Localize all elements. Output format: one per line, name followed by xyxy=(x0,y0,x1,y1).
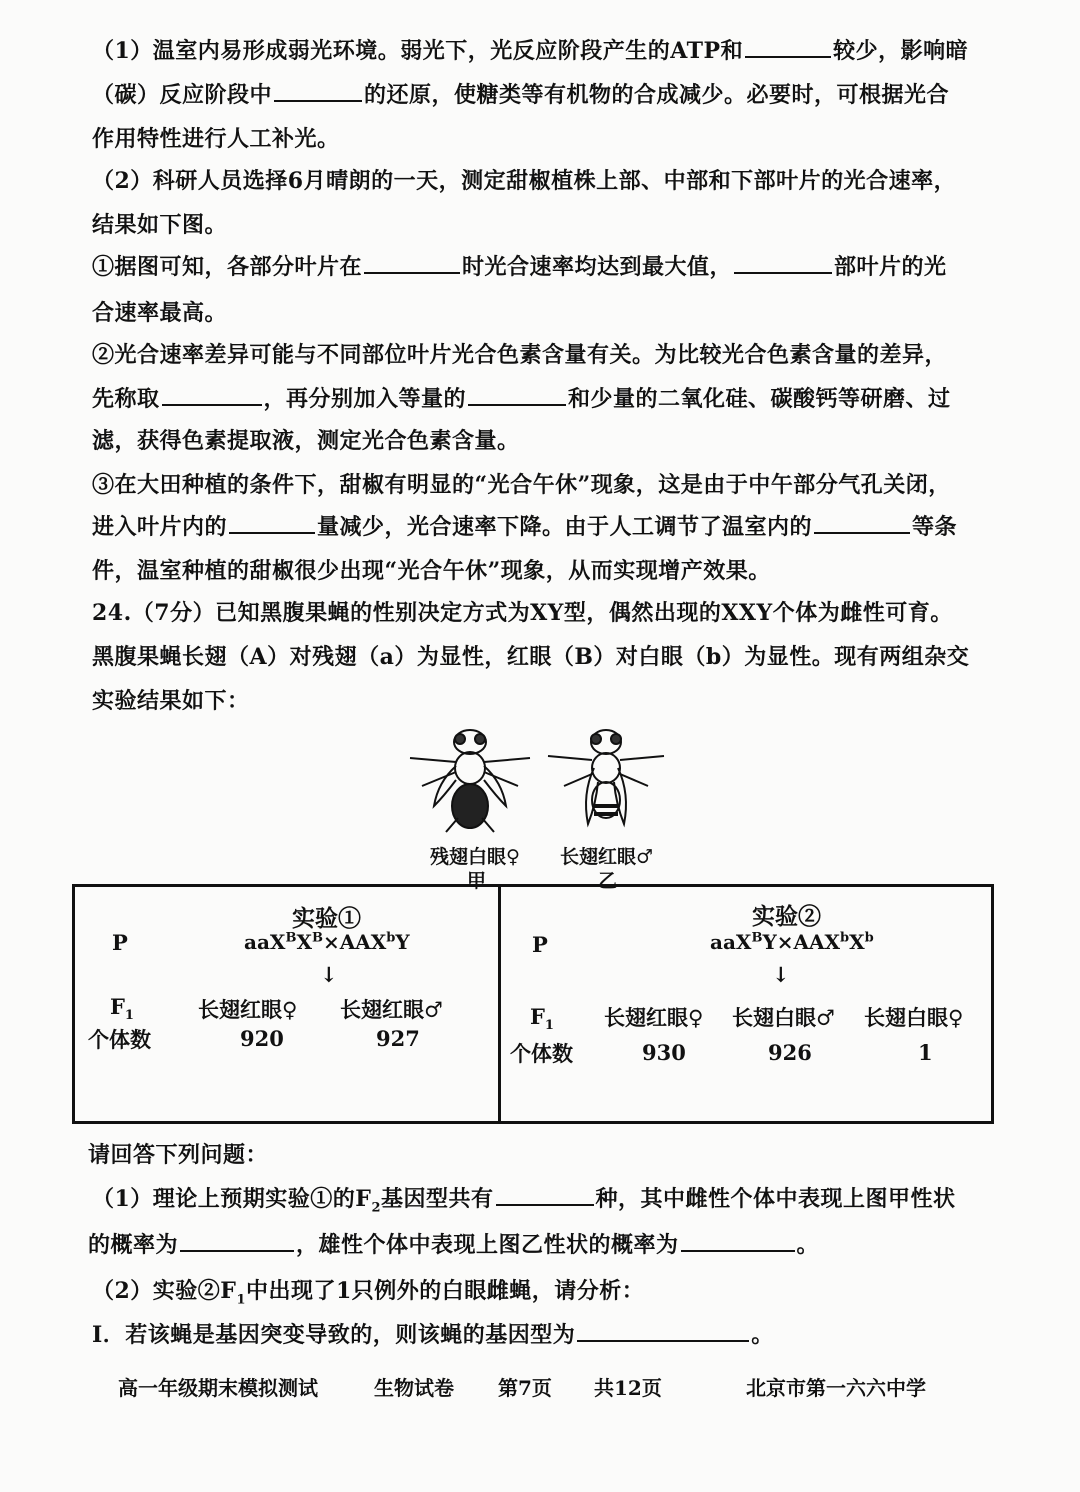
text-segment: 的概率为 xyxy=(88,1232,179,1258)
fly-yi-label: 长翅红眼♂ xyxy=(560,846,654,868)
answer-blank[interactable] xyxy=(364,254,460,274)
q23-s1-line1 xyxy=(92,250,947,281)
exp2-pheno3: 长翅白眼♀ xyxy=(864,1005,964,1030)
answer-blank[interactable] xyxy=(468,386,566,406)
text-segment: 种，其中雌性个体中表现上图甲性状 xyxy=(595,1186,956,1212)
text-segment: 时光合速率均达到最大值， xyxy=(462,254,733,280)
text-segment: （1）温室内易形成弱光环境。弱光下，光反应阶段产生的ATP和 xyxy=(92,38,744,64)
text-segment: 。 xyxy=(751,1322,774,1348)
text-segment: 部叶片的光 xyxy=(834,254,947,280)
text-segment: ，雄性个体中表现上图乙性状的概率为 xyxy=(296,1232,679,1258)
exp2-pheno2: 长翅白眼♂ xyxy=(732,1005,835,1030)
fly-jia-label: 残翅白眼♀ xyxy=(430,846,520,868)
fly-jia-illustration xyxy=(400,722,540,840)
text-segment: 中出现了1只例外的白眼雌蝇，请分析： xyxy=(245,1278,645,1304)
exp1-cross xyxy=(244,930,410,954)
q23-s2-line1: ②光合速率差异可能与不同部位叶片光合色素含量有关。为比较光合色素含量的差异， xyxy=(92,342,948,368)
exp2-cross xyxy=(710,930,874,954)
exp2-p-label: P xyxy=(532,932,548,957)
fly-jia-name: 甲 xyxy=(467,870,487,892)
q24-q2-i-line xyxy=(92,1318,774,1349)
superscript: b xyxy=(864,930,874,946)
text-segment: aaX xyxy=(244,930,286,954)
superscript: B xyxy=(751,930,763,946)
q23-s3-line3: 件，温室种植的甜椒很少出现“光合午休”现象，从而实现增产效果。 xyxy=(92,558,771,584)
q23-p2-line2: 结果如下图。 xyxy=(92,212,228,238)
subscript: 1 xyxy=(544,1018,554,1034)
superscript: B xyxy=(285,930,297,946)
text-segment: 量减少，光合速率下降。由于人工调节了温室内的 xyxy=(317,514,813,540)
exp1-count-label: 个体数 xyxy=(88,1027,151,1052)
answer-blank[interactable] xyxy=(734,254,832,274)
exp2-n1: 930 xyxy=(642,1040,686,1065)
exp1-n2: 927 xyxy=(376,1026,420,1051)
text-segment: 的还原，使糖类等有机物的合成减少。必要时，可根据光合 xyxy=(364,82,950,108)
exp1-p-label: P xyxy=(112,930,128,955)
q23-s1-line2: 合速率最高。 xyxy=(92,300,228,326)
answer-blank[interactable] xyxy=(162,386,262,406)
q24-intro-line1: 24.（7分）已知黑腹果蝇的性别决定方式为XY型，偶然出现的XXY个体为雌性可育。 xyxy=(92,600,953,626)
exp1-f1-label xyxy=(110,994,134,1023)
subscript: 1 xyxy=(124,1008,134,1024)
exp1-title: 实验① xyxy=(292,905,361,932)
text-segment: F xyxy=(110,994,125,1019)
text-segment: 等条 xyxy=(912,514,958,540)
q24-q2-line xyxy=(92,1274,644,1307)
q23-s2-line2 xyxy=(92,382,951,413)
q24-intro-line2: 黑腹果蝇长翅（A）对残翅（a）为显性，红眼（B）对白眼（b）为显性。现有两组杂交 xyxy=(92,644,970,670)
exp1-pheno1: 长翅红眼♀ xyxy=(198,997,298,1022)
text-segment: 和少量的二氧化硅、碳酸钙等研磨、过 xyxy=(568,386,951,412)
exp2-n3: 1 xyxy=(918,1040,933,1065)
text-segment: 较少，影响暗 xyxy=(833,38,969,64)
superscript: b xyxy=(386,930,396,946)
answer-blank[interactable] xyxy=(814,514,910,534)
answer-blank[interactable] xyxy=(496,1186,594,1206)
answer-blank[interactable] xyxy=(577,1322,749,1342)
exp2-arrow: ↓ xyxy=(772,962,790,987)
text-segment: 先称取 xyxy=(92,386,160,412)
text-segment: 。 xyxy=(796,1232,820,1258)
text-segment: ①据图可知，各部分叶片在 xyxy=(92,254,363,280)
exp2-pheno1: 长翅红眼♀ xyxy=(604,1005,704,1030)
text-segment: ×AAX xyxy=(322,930,387,954)
q23-p1-line3: 作用特性进行人工补光。 xyxy=(92,126,340,152)
subscript: 2 xyxy=(371,1200,381,1216)
text-segment: （2）实验②F xyxy=(92,1278,237,1304)
footer-total: 共12页 xyxy=(594,1376,662,1400)
footer-school: 北京市第一六六中学 xyxy=(746,1376,926,1400)
text-segment: X xyxy=(849,930,865,954)
answer-blank[interactable] xyxy=(274,82,362,102)
exp2-title: 实验② xyxy=(752,903,821,930)
text-segment: 进入叶片内的 xyxy=(92,514,228,540)
q23-p1-line2 xyxy=(92,78,949,109)
text-segment: 基因型共有 xyxy=(380,1186,494,1212)
footer-page: 第7页 xyxy=(498,1376,552,1400)
text-segment: ，再分别加入等量的 xyxy=(263,386,467,412)
answer-blank[interactable] xyxy=(229,514,315,534)
text-segment: aaX xyxy=(710,930,752,954)
text-segment: （1）理论上预期实验①的F xyxy=(92,1186,372,1212)
subscript: 1 xyxy=(236,1292,246,1308)
fly-yi-illustration xyxy=(540,724,670,836)
text-segment: X xyxy=(296,930,312,954)
q24-ask: 请回答下列问题： xyxy=(88,1142,269,1168)
footer-grade: 高一年级期末模拟测试 xyxy=(118,1376,318,1400)
exp1-pheno2: 长翅红眼♂ xyxy=(340,997,443,1022)
q24-intro-line3: 实验结果如下： xyxy=(92,688,250,714)
text-segment: Ⅰ．若该蝇是基因突变导致的，则该蝇的基因型为 xyxy=(92,1322,576,1348)
exp1-n1: 920 xyxy=(240,1026,284,1051)
answer-blank[interactable] xyxy=(681,1232,795,1252)
fly-yi-name: 乙 xyxy=(598,870,618,892)
answer-blank[interactable] xyxy=(180,1232,294,1252)
text-segment: Y×AAX xyxy=(762,930,841,954)
q23-s2-line3: 滤，获得色素提取液，测定光合色素含量。 xyxy=(92,428,520,454)
answer-blank[interactable] xyxy=(745,38,831,58)
exp2-f1-label xyxy=(530,1004,554,1033)
q23-p2-line1: （2）科研人员选择6月晴朗的一天，测定甜椒植株上部、中部和下部叶片的光合速率， xyxy=(92,168,957,194)
q23-s3-line2 xyxy=(92,510,957,541)
exp1-arrow: ↓ xyxy=(320,962,338,987)
table-divider xyxy=(498,884,501,1124)
q24-q1-line1 xyxy=(92,1182,956,1215)
superscript: B xyxy=(311,930,323,946)
exp2-count-label: 个体数 xyxy=(510,1041,573,1066)
q24-q1-line2 xyxy=(88,1228,819,1259)
q23-s3-line1: ③在大田种植的条件下，甜椒有明显的“光合午休”现象，这是由于中午部分气孔关闭， xyxy=(92,472,951,498)
footer-subject: 生物试卷 xyxy=(374,1376,454,1400)
exp2-n2: 926 xyxy=(768,1040,812,1065)
text-segment: F xyxy=(530,1004,545,1029)
superscript: b xyxy=(840,930,850,946)
q23-p1-line1 xyxy=(92,34,968,65)
text-segment: （碳）反应阶段中 xyxy=(92,82,273,108)
text-segment: Y xyxy=(395,930,410,954)
